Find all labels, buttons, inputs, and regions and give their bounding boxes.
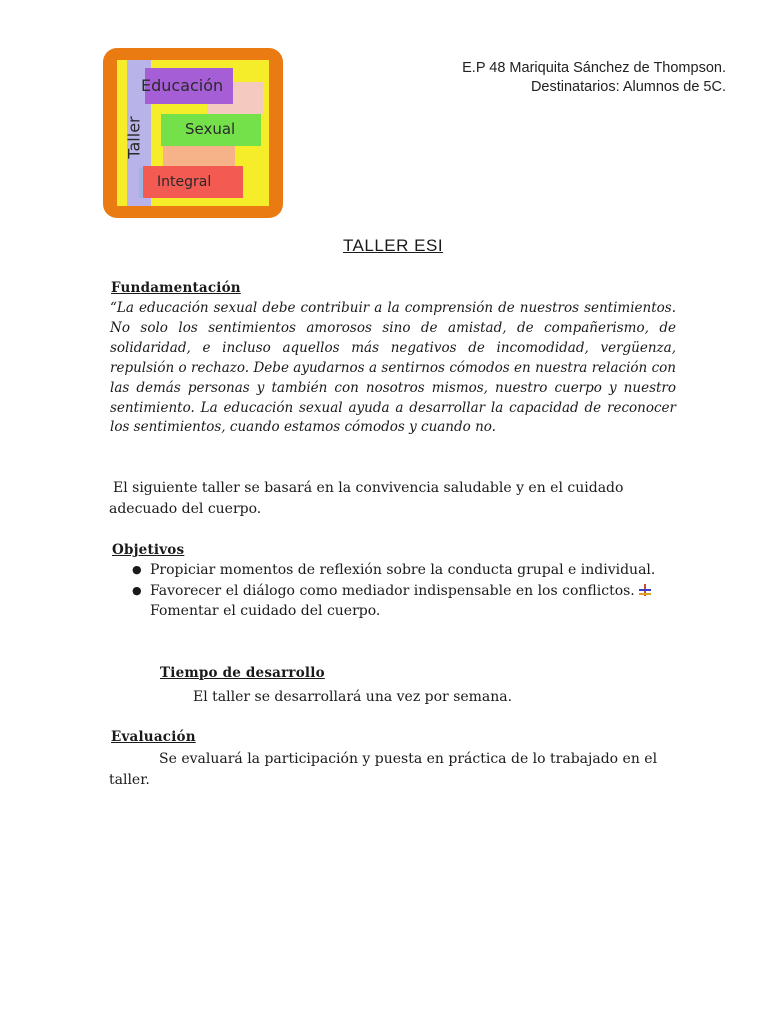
intro-line-2: adecuado del cuerpo.	[109, 501, 262, 517]
logo-word-taller: Taller	[124, 116, 144, 159]
heading-evaluacion: Evaluación	[111, 729, 196, 745]
page-title: TALLER ESI	[342, 236, 444, 255]
heading-objetivos: Objetivos	[112, 542, 185, 558]
objetivo-item	[132, 560, 692, 581]
esi-logo	[103, 48, 283, 218]
logo-word-integral: Integral	[157, 174, 212, 190]
objetivos-list	[132, 560, 692, 622]
objetivo-item	[132, 581, 692, 602]
heading-tiempo: Tiempo de desarrollo	[160, 665, 325, 681]
heading-fundamentacion: Fundamentación	[111, 280, 241, 296]
objetivo-text: Propiciar momentos de reflexión sobre la conducta grupal e individual.	[150, 562, 656, 578]
logo-word-sexual: Sexual	[185, 120, 236, 138]
objetivo-item	[132, 601, 692, 622]
logo-word-educacion: Educación	[141, 76, 224, 95]
school-header	[462, 59, 726, 97]
move-icon	[639, 582, 651, 594]
recipients: Destinatarios: Alumnos de 5C.	[530, 79, 726, 95]
fundamentacion-quote: “La educación sexual debe contribuir a la comprensión de nuestros sentimientos. No solo los sentimientos amorosos sino de amistad, de compañerismo, de solidaridad, e incluso aquellos más negativos de incomodidad, vergüenza, repulsión o rechazo. Debe ayudarnos a sentirnos cómodos en nuestra relación con las demás personas y también con nosotros mismos, nuestro cuerpo y nuestro sentimiento. La educación sexual ayuda a desarrollar la capacidad de reconocer los sentimientos, cuando estamos cómodos y cuando no.	[110, 300, 676, 436]
intro-line-1: El siguiente taller se basará en la convivencia saludable y en el cuidado	[113, 480, 624, 496]
logo-deco-peach	[163, 146, 235, 168]
school-name: E.P 48 Mariquita Sánchez de Thompson.	[462, 60, 726, 76]
logo-panel	[117, 60, 269, 206]
evaluacion-text: Se evaluará la participación y puesta en práctica de lo trabajado en el taller.	[109, 751, 658, 788]
tiempo-text: El taller se desarrollará una vez por semana.	[193, 689, 513, 705]
objetivo-text: Fomentar el cuidado del cuerpo.	[150, 603, 381, 619]
objetivo-text: Favorecer el diálogo como mediador indispensable en los conflictos.	[150, 582, 635, 599]
